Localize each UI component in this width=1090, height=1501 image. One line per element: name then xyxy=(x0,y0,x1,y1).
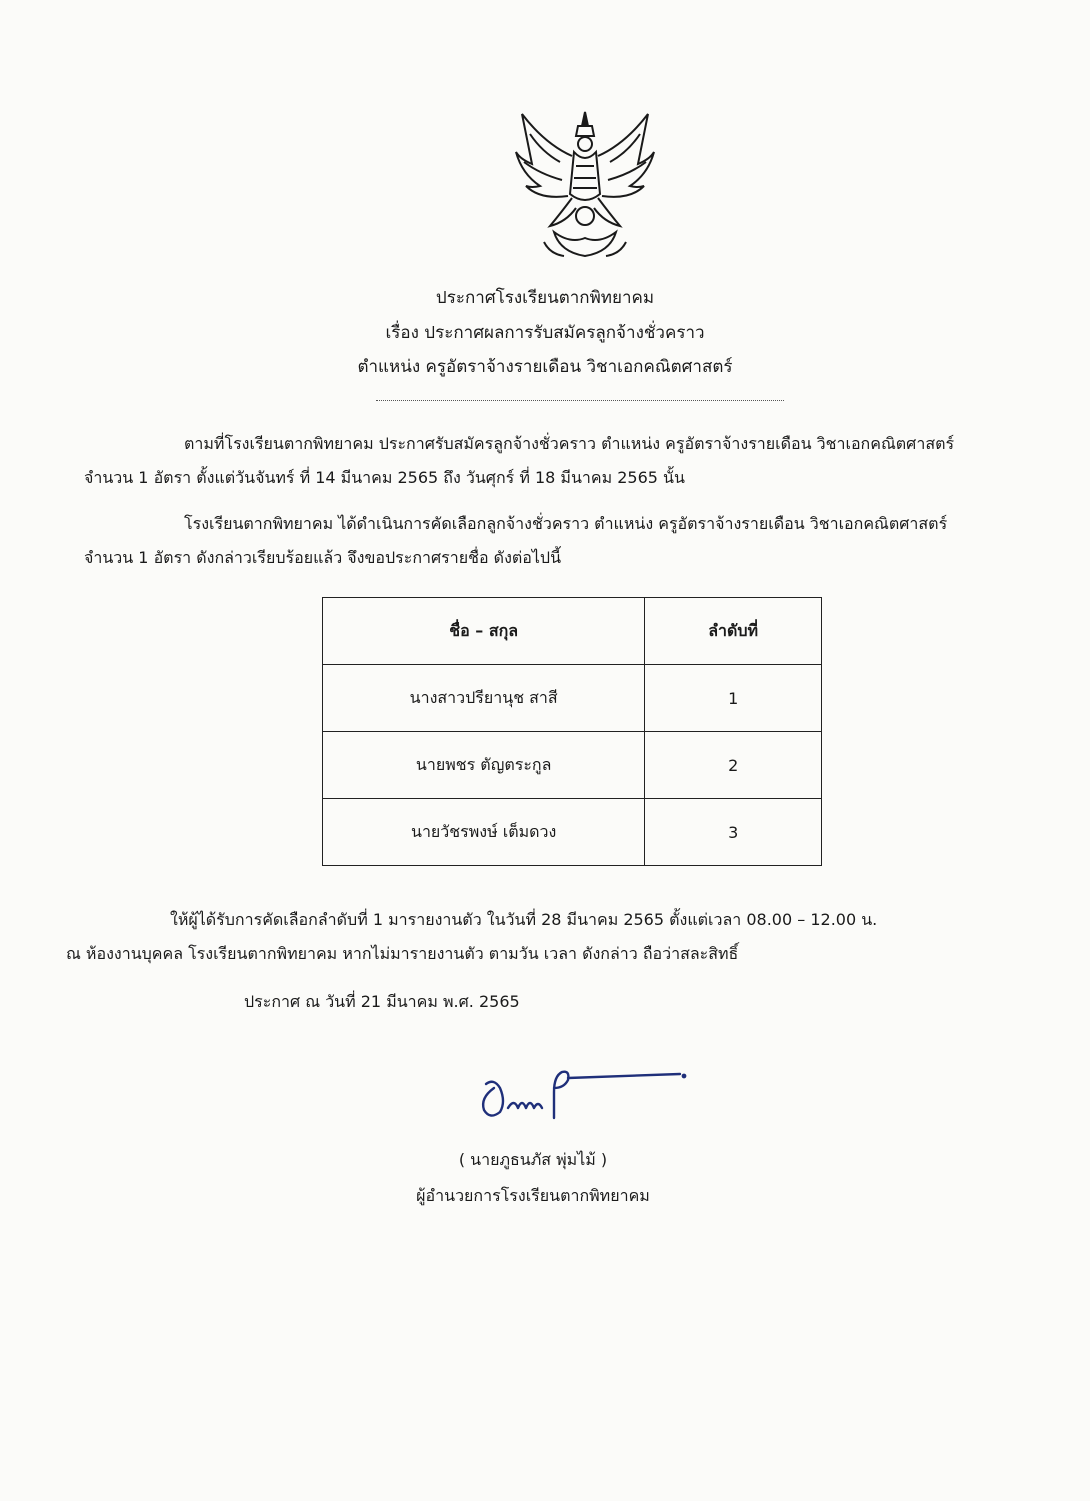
paragraph-1-line-1: ตามที่โรงเรียนตากพิทยาคม ประกาศรับสมัครลูกจ้างชั่วคราว ตำแหน่ง ครูอัตราจ้างรายเดือน วิชาเอกคณิตศาสตร์ xyxy=(184,434,955,453)
announcement-date: ประกาศ ณ วันที่ 21 มีนาคม พ.ศ. 2565 xyxy=(244,992,520,1011)
header-name: ชื่อ – สกุล xyxy=(323,598,645,665)
cell-rank: 1 xyxy=(645,665,822,732)
garuda-emblem-icon xyxy=(510,104,660,264)
signatory-name: ( นายภูธนภัส พุ่มไม้ ) xyxy=(458,1150,608,1169)
header-rank: ลำดับที่ xyxy=(645,598,822,665)
cell-name: นายวัชรพงษ์ เต็มดวง xyxy=(323,799,645,866)
cell-name: นายพชร ตัญตระกูล xyxy=(323,732,645,799)
table-row xyxy=(323,665,822,732)
paragraph-1-line-2: จำนวน 1 อัตรา ตั้งแต่วันจันทร์ ที่ 14 มีนาคม 2565 ถึง วันศุกร์ ที่ 18 มีนาคม 2565 นั้น xyxy=(84,468,685,487)
paragraph-2-line-1: โรงเรียนตากพิทยาคม ได้ดำเนินการคัดเลือกลูกจ้างชั่วคราว ตำแหน่ง ครูอัตราจ้างรายเดือน วิชาเอกคณิตศาสตร์ xyxy=(184,514,948,533)
table-row xyxy=(323,799,822,866)
announcement-subject: เรื่อง ประกาศผลการรับสมัครลูกจ้างชั่วคราว xyxy=(385,323,705,343)
announcement-position: ตำแหน่ง ครูอัตราจ้างรายเดือน วิชาเอกคณิตศาสตร์ xyxy=(357,357,733,377)
paragraph-2-line-2: จำนวน 1 อัตรา ดังกล่าวเรียบร้อยแล้ว จึงขอประกาศรายชื่อ ดังต่อไปนี้ xyxy=(84,548,562,567)
cell-rank: 2 xyxy=(645,732,822,799)
cell-name: นางสาวปรียานุช สาสี xyxy=(323,665,645,732)
cell-rank: 3 xyxy=(645,799,822,866)
paragraph-3-line-2: ณ ห้องงานบุคคล โรงเรียนตากพิทยาคม หากไม่มารายงานตัว ตามวัน เวลา ดังกล่าว ถือว่าสละสิทธิ์ xyxy=(66,944,739,963)
handwritten-signature xyxy=(470,1058,690,1128)
signatory-title: ผู้อำนวยการโรงเรียนตากพิทยาคม xyxy=(416,1186,650,1205)
table-header-row xyxy=(323,598,822,665)
dotted-divider xyxy=(376,400,784,401)
paragraph-3-line-1: ให้ผู้ได้รับการคัดเลือกลำดับที่ 1 มารายงานตัว ในวันที่ 28 มีนาคม 2565 ตั้งแต่เวลา 08.00 – 12.00 น. xyxy=(170,910,878,929)
results-table xyxy=(322,597,822,866)
announcement-heading: ประกาศโรงเรียนตากพิทยาคม xyxy=(435,288,655,308)
table-row xyxy=(323,732,822,799)
